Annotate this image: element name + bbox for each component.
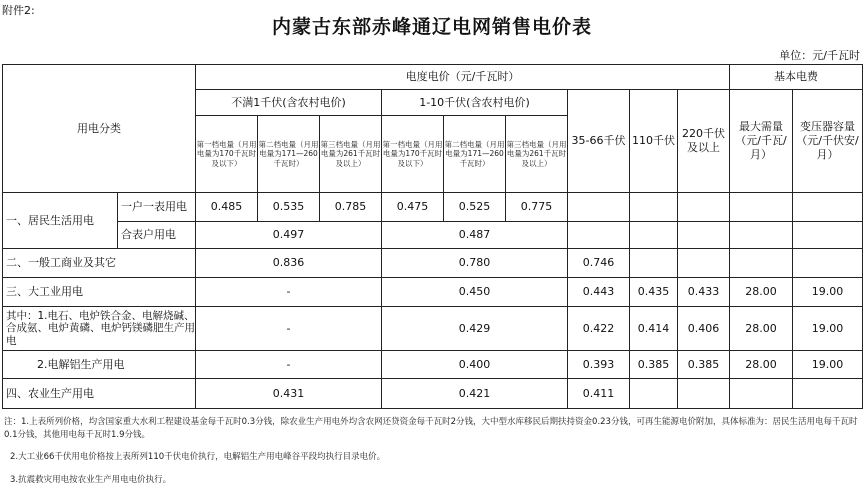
tier1-header: 第一档电量（月用电量为170千瓦时及以下） xyxy=(382,116,444,193)
table-cell: 0.485 xyxy=(196,193,258,222)
table-cell xyxy=(730,249,793,278)
tier3-header: 第三档电量（月用电量为261千瓦时及以上） xyxy=(320,116,382,193)
table-cell: 0.431 xyxy=(196,379,382,409)
kv-220-header: 220千伏及以上 xyxy=(678,90,730,193)
table-cell: 0.535 xyxy=(258,193,320,222)
table-cell: 28.00 xyxy=(730,351,793,379)
table-cell: 0.422 xyxy=(568,307,630,351)
attachment-label: 附件2: xyxy=(2,4,35,17)
table-cell: 0.836 xyxy=(196,249,382,278)
table-cell: 0.429 xyxy=(382,307,568,351)
note-2: 2.大工业66千伏用电价格按上表所列110千伏电价执行，电解铝生产用电峰谷平段均执行目录电价。 xyxy=(10,452,386,463)
table-cell: 0.393 xyxy=(568,351,630,379)
category-header: 用电分类 xyxy=(3,65,196,193)
max-demand-header: 最大需量（元/千瓦/月） xyxy=(730,90,793,193)
energy-price-header: 电度电价（元/千瓦时） xyxy=(196,65,730,90)
table-cell xyxy=(793,222,863,249)
table-cell: 0.435 xyxy=(630,278,678,307)
table-cell: 0.433 xyxy=(678,278,730,307)
table-cell: 19.00 xyxy=(793,278,863,307)
table-cell: 0.780 xyxy=(382,249,568,278)
notes xyxy=(4,416,860,487)
table-cell: 0.785 xyxy=(320,193,382,222)
large-industry-label: 三、大工业用电 xyxy=(3,278,196,307)
single-meter-label: 一户一表用电 xyxy=(118,193,196,222)
residential-label: 一、居民生活用电 xyxy=(3,193,118,249)
tier1-header: 第一档电量（月用电量为170千瓦时及以下） xyxy=(196,116,258,193)
table-cell: 28.00 xyxy=(730,307,793,351)
table-cell xyxy=(630,222,678,249)
table-cell: 28.00 xyxy=(730,278,793,307)
combined-meter-label: 合表户用电 xyxy=(118,222,196,249)
tier2-header: 第二档电量（月用电量为171—260千瓦时） xyxy=(444,116,506,193)
table-cell: 0.406 xyxy=(678,307,730,351)
table-cell: 0.385 xyxy=(678,351,730,379)
table-cell xyxy=(793,379,863,409)
table-cell xyxy=(730,379,793,409)
table-cell: 0.411 xyxy=(568,379,630,409)
table-cell xyxy=(568,193,630,222)
table-cell xyxy=(730,193,793,222)
page-title: 内蒙古东部赤峰通辽电网销售电价表 xyxy=(271,16,592,38)
table-cell: 0.421 xyxy=(382,379,568,409)
sub2-label: 2.电解铝生产用电 xyxy=(3,351,196,379)
note-1: 注：1.上表所列价格，均含国家重大水利工程建设基金每千瓦时0.3分钱，除农业生产用电外均含农网还贷资金每千瓦时2分钱，大中型水库移民后期扶持资金0.23分钱，可再生能源电价附加，具体标准为：居民生活用电每千瓦时0.1分钱，其他用电每千瓦时1.9分钱。 xyxy=(4,417,858,441)
general-label: 二、一般工商业及其它 xyxy=(3,249,196,278)
table-cell: 19.00 xyxy=(793,351,863,379)
table-cell: 0.385 xyxy=(630,351,678,379)
transformer-capacity-header: 变压器容量（元/千伏安/月） xyxy=(793,90,863,193)
table-cell xyxy=(730,222,793,249)
table-cell: 0.775 xyxy=(506,193,568,222)
table-cell xyxy=(678,193,730,222)
table-cell xyxy=(678,379,730,409)
table-cell xyxy=(678,249,730,278)
agriculture-label: 四、农业生产用电 xyxy=(3,379,196,409)
kv-35-66-header: 35-66千伏 xyxy=(568,90,630,193)
kv-110-header: 110千伏 xyxy=(630,90,678,193)
table-cell: 0.450 xyxy=(382,278,568,307)
table-cell xyxy=(630,379,678,409)
table-cell xyxy=(568,222,630,249)
table-cell: 0.475 xyxy=(382,193,444,222)
kv-1-10-header: 1-10千伏(含农村电价) xyxy=(382,90,568,116)
table-cell: 0.525 xyxy=(444,193,506,222)
unit-label: 单位：元/千瓦时 xyxy=(779,49,860,62)
table-cell: 19.00 xyxy=(793,307,863,351)
table-cell: - xyxy=(196,278,382,307)
table-cell: 0.400 xyxy=(382,351,568,379)
table-cell xyxy=(793,249,863,278)
table-cell xyxy=(630,249,678,278)
table-cell xyxy=(678,222,730,249)
tier3-header: 第三档电量（月用电量为261千瓦时及以上） xyxy=(506,116,568,193)
below-1kv-header: 不满1千伏(含农村电价) xyxy=(196,90,382,116)
table-cell: 0.443 xyxy=(568,278,630,307)
table-cell xyxy=(630,193,678,222)
table-cell: - xyxy=(196,307,382,351)
table-cell: 0.746 xyxy=(568,249,630,278)
price-table-main xyxy=(2,64,863,409)
table-cell: 0.487 xyxy=(382,222,568,249)
table-cell: 0.497 xyxy=(196,222,382,249)
table-cell xyxy=(793,193,863,222)
note-3: 3.抗震救灾用电按农业生产用电电价执行。 xyxy=(10,474,172,485)
tier2-header: 第二档电量（月用电量为171—260千瓦时） xyxy=(258,116,320,193)
basic-fee-header: 基本电费 xyxy=(730,65,863,90)
sub1-label: 其中：1.电石、电炉铁合金、电解烧碱、合成氨、电炉黄磷、电炉钙镁磷肥生产用电 xyxy=(3,307,196,351)
table-cell: 0.414 xyxy=(630,307,678,351)
table-cell: - xyxy=(196,351,382,379)
